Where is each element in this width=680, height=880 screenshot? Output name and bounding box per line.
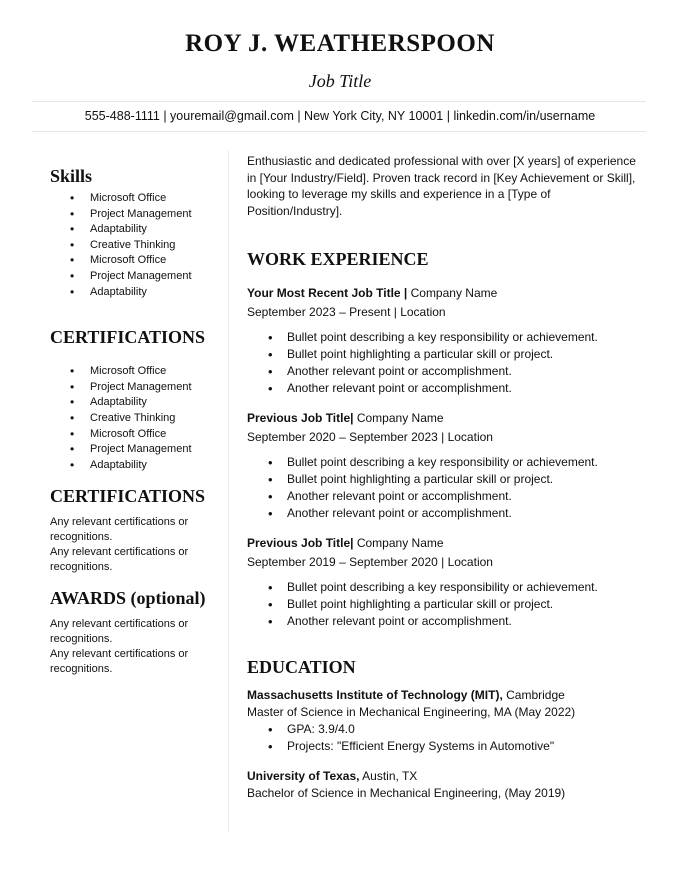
work-experience-heading: WORK EXPERIENCE bbox=[247, 249, 429, 269]
skills-section bbox=[50, 165, 220, 300]
left-column bbox=[50, 165, 220, 677]
job-entry bbox=[247, 535, 647, 630]
list-item: • Bullet point highlighting a particular skill or project. bbox=[247, 596, 647, 613]
list-item: • Project Management bbox=[50, 380, 220, 396]
degree-line: Master of Science in Mechanical Engineering, MA (May 2022) bbox=[247, 705, 576, 719]
awards-section bbox=[50, 587, 220, 677]
company-name: Company Name bbox=[353, 411, 444, 425]
skills-heading: Skills bbox=[50, 166, 93, 186]
education-heading: EDUCATION bbox=[247, 657, 356, 677]
certification-line: Any relevant certifications or recognitions. bbox=[50, 516, 189, 544]
certifications-text-section bbox=[50, 485, 220, 575]
list-item: • Another relevant point or accomplishment. bbox=[247, 613, 647, 630]
school-name: University of Texas, bbox=[247, 769, 360, 783]
skills-list bbox=[50, 191, 220, 300]
professional-summary: Enthusiastic and dedicated professional with over [X years] of experience in [Your Industry/Field]. Proven track record in [Key Achievement or Skill], looking to leverage my skills and experience in a [Type of Position/Industry]. bbox=[247, 154, 636, 218]
list-item: • Bullet point highlighting a particular skill or project. bbox=[247, 346, 647, 363]
education-bullets bbox=[247, 721, 647, 755]
education-entry bbox=[247, 768, 647, 802]
list-item: • Microsoft Office bbox=[50, 253, 220, 269]
education-entry bbox=[247, 687, 647, 755]
list-item: • Adaptability bbox=[50, 458, 220, 474]
header-divider-top bbox=[32, 101, 646, 102]
list-item: • Projects: "Efficient Energy Systems in Automotive" bbox=[247, 738, 647, 755]
certifications-section bbox=[50, 326, 220, 473]
list-item: • Microsoft Office bbox=[50, 364, 220, 380]
school-name: Massachusetts Institute of Technology (MIT), bbox=[247, 688, 503, 702]
job-entry bbox=[247, 410, 647, 522]
award-line: Any relevant certifications or recognitions. bbox=[50, 648, 189, 676]
list-item: • Creative Thinking bbox=[50, 238, 220, 254]
company-name: Company Name bbox=[407, 286, 498, 300]
certifications-heading-2: CERTIFICATIONS bbox=[50, 486, 206, 507]
list-item: • Bullet point describing a key responsibility or achievement. bbox=[247, 579, 647, 596]
job-title: Job Title bbox=[308, 71, 372, 91]
job-bullets bbox=[247, 329, 647, 397]
header-divider-bottom bbox=[32, 131, 646, 132]
list-item: • Adaptability bbox=[50, 222, 220, 238]
list-item: • Bullet point highlighting a particular skill or project. bbox=[247, 471, 647, 488]
job-title-text: Your Most Recent Job Title | bbox=[247, 286, 408, 300]
job-dates: September 2020 – September 2023 | Location bbox=[247, 430, 493, 444]
list-item: • Creative Thinking bbox=[50, 411, 220, 427]
awards-heading: AWARDS (optional) bbox=[50, 588, 206, 609]
list-item: • Another relevant point or accomplishment. bbox=[247, 505, 647, 522]
certifications-heading: CERTIFICATIONS bbox=[50, 327, 206, 348]
certifications-list bbox=[50, 364, 220, 473]
list-item: • Project Management bbox=[50, 207, 220, 223]
school-location: Austin, TX bbox=[359, 769, 418, 783]
job-title-text: Previous Job Title| bbox=[247, 536, 354, 550]
right-column bbox=[247, 153, 647, 802]
list-item: • Adaptability bbox=[50, 285, 220, 301]
list-item: • Microsoft Office bbox=[50, 191, 220, 207]
list-item: • Project Management bbox=[50, 269, 220, 285]
list-item: • Bullet point describing a key responsibility or achievement. bbox=[247, 454, 647, 471]
list-item: • Another relevant point or accomplishment. bbox=[247, 488, 647, 505]
list-item: • Project Management bbox=[50, 442, 220, 458]
contact-line: 555-488-1111 | youremail@gmail.com | New York City, NY 10001 | linkedin.com/in/username bbox=[84, 109, 596, 123]
degree-line: Bachelor of Science in Mechanical Engineering, (May 2019) bbox=[247, 786, 566, 800]
job-entry bbox=[247, 285, 647, 397]
job-dates: September 2019 – September 2020 | Location bbox=[247, 555, 493, 569]
school-location: Cambridge bbox=[502, 688, 565, 702]
company-name: Company Name bbox=[353, 536, 444, 550]
job-bullets bbox=[247, 454, 647, 522]
list-item: • Another relevant point or accomplishment. bbox=[247, 380, 647, 397]
job-bullets bbox=[247, 579, 647, 630]
list-item: • GPA: 3.9/4.0 bbox=[247, 721, 647, 738]
list-item: • Microsoft Office bbox=[50, 427, 220, 443]
list-item: • Bullet point describing a key responsibility or achievement. bbox=[247, 329, 647, 346]
list-item: • Adaptability bbox=[50, 395, 220, 411]
job-title-text: Previous Job Title| bbox=[247, 411, 354, 425]
candidate-name: ROY J. WEATHERSPOON bbox=[185, 30, 495, 57]
list-item: • Another relevant point or accomplishment. bbox=[247, 363, 647, 380]
award-line: Any relevant certifications or recognitions. bbox=[50, 618, 189, 646]
certification-line: Any relevant certifications or recognitions. bbox=[50, 546, 189, 574]
column-divider bbox=[228, 150, 229, 832]
job-dates: September 2023 – Present | Location bbox=[247, 305, 446, 319]
